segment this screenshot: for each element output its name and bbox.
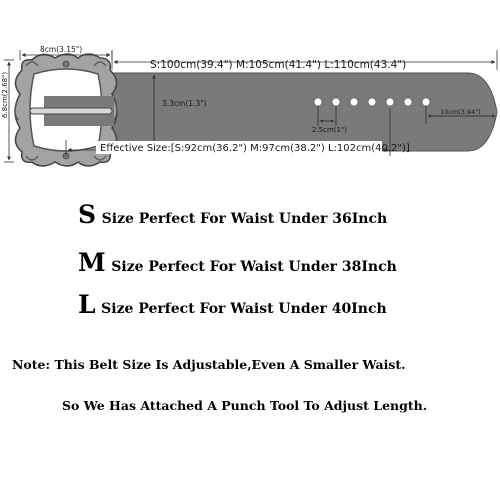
belt-dimension-diagram bbox=[0, 0, 500, 170]
buckle-width-label: 8cm(3.15") bbox=[40, 45, 83, 54]
size-letter: M bbox=[78, 248, 106, 277]
hole-spacing-label: 2.5cm(1") bbox=[312, 126, 347, 134]
size-letter: S bbox=[78, 200, 97, 229]
size-description: Size Perfect For Waist Under 38Inch bbox=[111, 259, 397, 275]
belt-hole bbox=[350, 98, 358, 106]
note-line-1: Note: This Belt Size Is Adjustable,Even A Smaller Waist. bbox=[12, 357, 406, 372]
size-description: Size Perfect For Waist Under 36Inch bbox=[101, 211, 388, 227]
effective-size-label: Effective Size:[S:92cm(36.2") M:97cm(38.2") L:102cm(40.2")] bbox=[100, 143, 410, 154]
size-letter: L bbox=[78, 290, 96, 319]
size-description: Size Perfect For Waist Under 40Inch bbox=[101, 301, 387, 317]
size-row-l bbox=[78, 290, 387, 319]
size-row-m bbox=[78, 248, 397, 277]
note-line-2: So We Has Attached A Punch Tool To Adjust Length. bbox=[62, 398, 428, 413]
belt-hole bbox=[368, 98, 376, 106]
buckle-height-label: 6.8cm(2.68") bbox=[1, 71, 9, 118]
belt-hole bbox=[422, 98, 430, 106]
belt-hole bbox=[404, 98, 412, 106]
belt-hole bbox=[314, 98, 322, 106]
belt-hole bbox=[386, 98, 394, 106]
size-row-s bbox=[78, 200, 387, 229]
belt-hole bbox=[332, 98, 340, 106]
buckle-tongue bbox=[30, 108, 112, 114]
tip-length-label: 10cm(3.94") bbox=[440, 108, 481, 116]
belt-width-label: 3.3cm(1.3") bbox=[162, 99, 207, 108]
total-length-label: S:100cm(39.4") M:105cm(41.4") L:110cm(43.4") bbox=[150, 59, 407, 71]
